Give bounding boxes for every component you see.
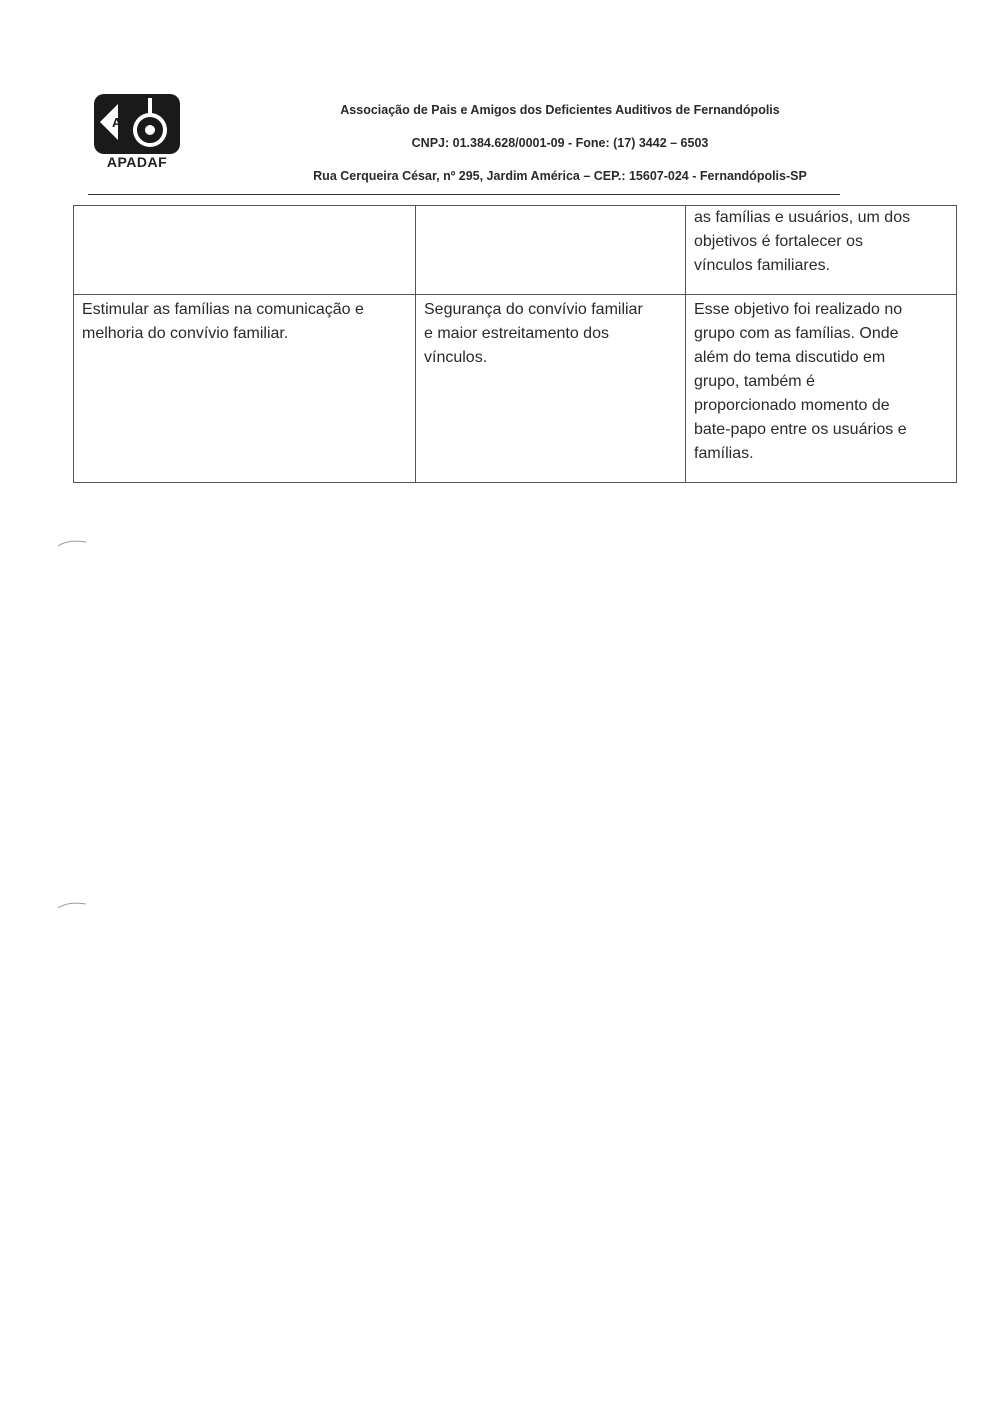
punch-hole-mark — [56, 900, 88, 910]
organization-cnpj-phone: CNPJ: 01.384.628/0001-09 - Fone: (17) 3442 – 6503 — [411, 136, 709, 150]
evaluation-text: as famílias e usuários, um dos objetivos é fortalecer os vínculos familiares. — [694, 209, 911, 274]
activities-table — [73, 205, 957, 483]
letterhead — [0, 0, 992, 200]
organization-address: Rua Cerqueira César, nº 295, Jardim América – CEP.: 15607-024 - Fernandópolis-SP — [313, 169, 807, 183]
result-text: Segurança do convívio familiar e maior estreitamento dos vínculos. — [424, 301, 643, 366]
objective-cell — [74, 206, 416, 295]
result-cell — [416, 295, 686, 483]
punch-hole-mark — [56, 538, 88, 548]
objective-cell — [74, 295, 416, 483]
objective-text: Estimular as famílias na comunicação e melhoria do convívio familiar. — [82, 301, 364, 342]
evaluation-cell — [686, 206, 957, 295]
logo-wordmark: APADAF — [106, 154, 168, 170]
ear-emblem-icon — [92, 92, 184, 158]
result-cell — [416, 206, 686, 295]
table-row — [74, 295, 957, 483]
organization-name: Associação de Pais e Amigos dos Deficientes Auditivos de Fernandópolis — [340, 103, 780, 117]
evaluation-cell — [686, 295, 957, 483]
header-divider — [88, 194, 840, 195]
svg-text:A: A — [112, 115, 122, 130]
table-row — [74, 206, 957, 295]
evaluation-text: Esse objetivo foi realizado no grupo com as famílias. Onde além do tema discutido em grupo, também é proporcionado momento de bate-papo entre os usuários e famílias. — [694, 301, 907, 462]
